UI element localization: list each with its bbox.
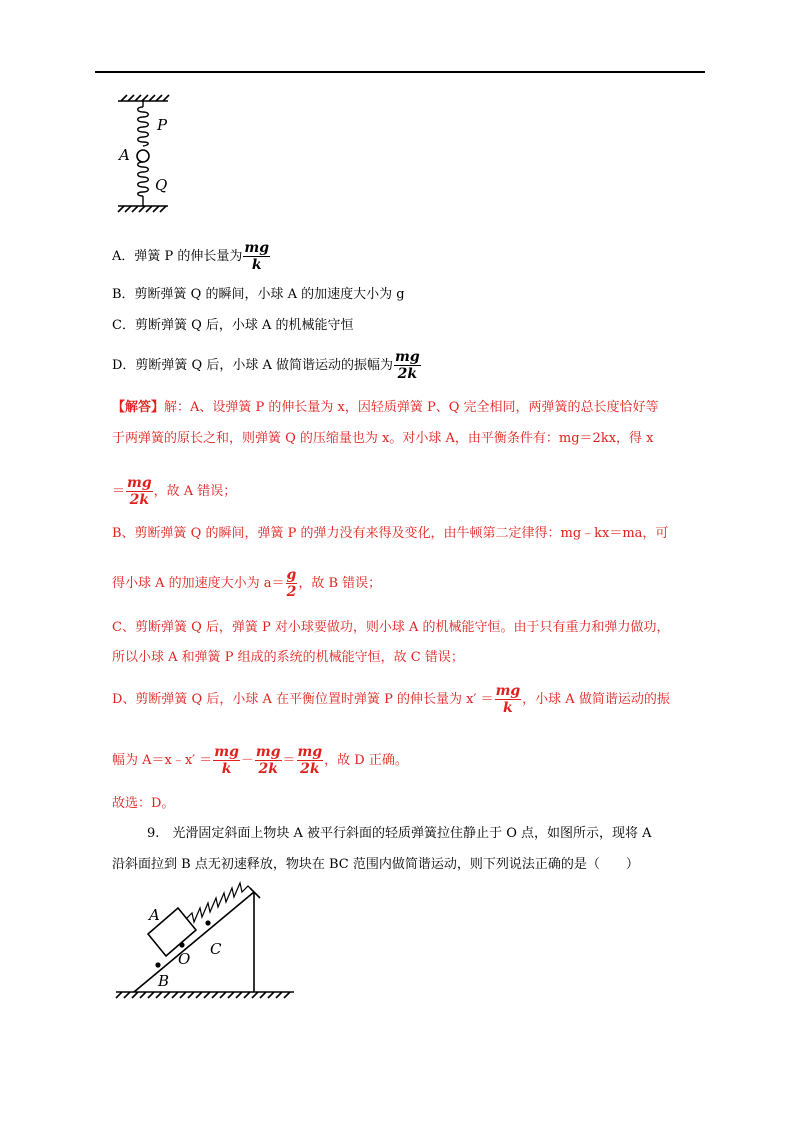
point-b [155, 962, 160, 967]
fraction-mg-over-2k: $\frac{mg}{2k}$ [255, 744, 281, 777]
spring-figure [112, 94, 192, 219]
label-p: P [157, 116, 168, 134]
solution-line-1: 【解答】解：A、设弹簧 P 的伸长量为 x，因轻质弹簧 P、Q 完全相同，两弹簧的总长度恰好等 [112, 400, 659, 415]
point-c [205, 920, 210, 925]
header-rule [95, 71, 705, 73]
fraction-mg-over-2k: $\frac{mg}{2k}$ [297, 744, 323, 777]
solution-line-5: 得小球 A 的加速度大小为 a＝ $\frac{g}{2}$ ，故 B 错误； [112, 567, 382, 600]
spring-p [138, 101, 149, 146]
incline-figure [112, 880, 302, 1004]
solution-line-8: D、剪断弹簧 Q 后，小球 A 在平衡位置时弹簧 P 的伸长量为 x′ ＝ $\frac{mg}{k}$ ，小球 A 做简谐运动的振 [112, 683, 670, 716]
solution-line-9: 幅为 A＝x﹣x′ ＝ $\frac{mg}{k}$ － $\frac{mg}{2k}$ ＝ $\frac{mg}{2k}$ ，故 D 正确。 [112, 744, 408, 777]
ball-a [137, 150, 149, 162]
solution-line-2: 于两弹簧的原长之和，则弹簧 Q 的压缩量也为 x。对小球 A，由平衡条件有：mg＝2kx，得 x [112, 431, 654, 446]
solution-line-7: 所以小球 A 和弹簧 P 组成的系统的机械能守恒，故 C 错误； [112, 650, 464, 665]
option-a [112, 240, 271, 273]
label-a: A [149, 906, 160, 924]
fraction-mg-over-k: $\frac{mg}{k}$ [244, 240, 270, 273]
label-b: B [158, 972, 170, 990]
ceiling [118, 95, 169, 101]
fraction-mg-over-2k: $\frac{mg}{2k}$ [395, 349, 420, 382]
solution-line-3: ＝ $\frac{mg}{2k}$ ，故 A 错误； [112, 475, 237, 508]
fraction-g-over-2: $\frac{g}{2}$ [286, 567, 297, 600]
label-o: O [178, 950, 191, 968]
solution-tag: 【解答】 [112, 400, 165, 415]
option-d-text: D．剪断弹簧 Q 后，小球 A 做简谐运动的振幅为 [112, 358, 393, 373]
option-c: C．剪断弹簧 Q 后，小球 A 的机械能守恒 [112, 318, 354, 333]
option-b: B．剪断弹簧 Q 的瞬间，小球 A 的加速度大小为 g [112, 287, 405, 302]
ground [116, 992, 294, 998]
floor [118, 206, 168, 212]
point-o [179, 942, 184, 947]
question-9-line-1: 9. 光滑固定斜面上物块 A 被平行斜面的轻质弹簧拉住静止于 O 点，如图所示，现将 A [147, 826, 652, 841]
fraction-mg-over-k: $\frac{mg}{k}$ [495, 683, 521, 716]
label-c: C [210, 940, 222, 958]
option-d [112, 349, 422, 382]
option-a-text: A．弹簧 P 的伸长量为 [112, 249, 243, 264]
solution-line-4: B、剪断弹簧 Q 的瞬间，弹簧 P 的弹力没有来得及变化，由牛顿第二定律得：mg﹣kx＝ma，可 [112, 526, 669, 541]
spring-q [138, 162, 149, 206]
fraction-mg-over-k: $\frac{mg}{k}$ [214, 744, 239, 777]
fraction-mg-over-2k: $\frac{mg}{2k}$ [127, 475, 152, 508]
label-a: A [119, 146, 130, 164]
question-9-line-2: 沿斜面拉到 B 点无初速释放，物块在 BC 范围内做简谐运动，则下列说法正确的是（ ） [112, 857, 639, 872]
solution-choice: 故选：D。 [112, 796, 175, 811]
label-q: Q [155, 176, 168, 194]
solution-line-6: C、剪断弹簧 Q 后，弹簧 P 对小球要做功，则小球 A 的机械能守恒。由于只有重力和弹力做功， [112, 620, 670, 635]
